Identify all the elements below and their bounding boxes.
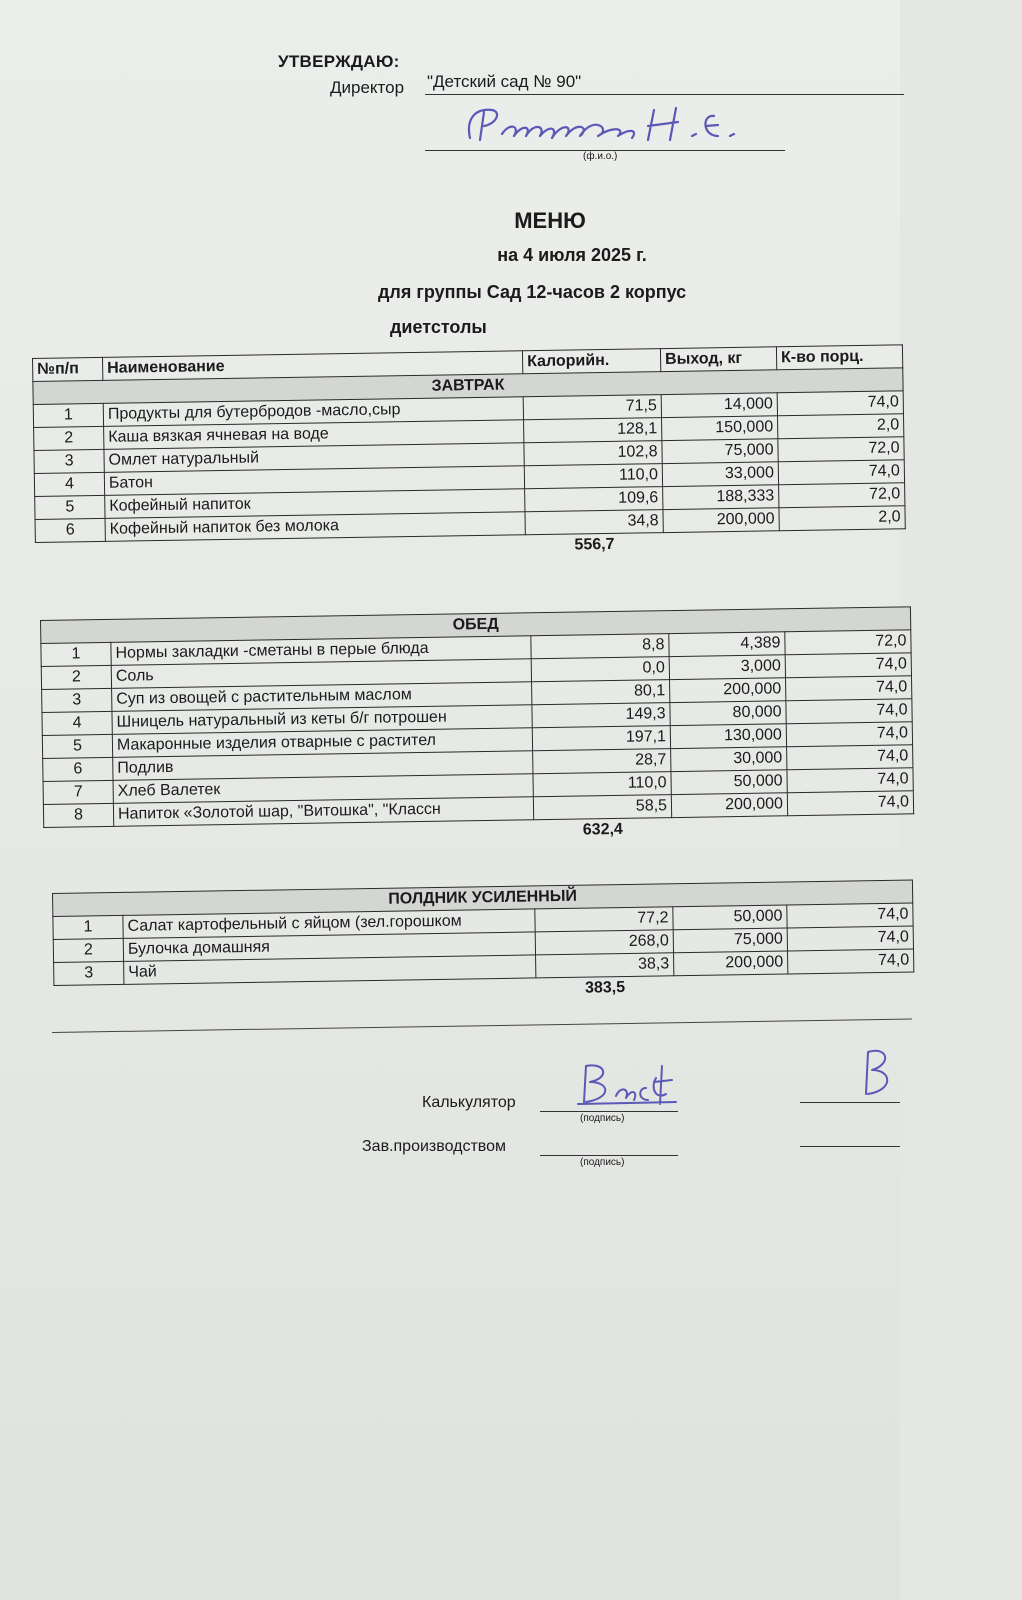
row-number: 3 — [42, 688, 112, 712]
dish-name: Чай — [124, 955, 536, 984]
total-calories: 556,7 — [574, 535, 615, 554]
yield: 75,000 — [673, 928, 787, 953]
col-header: Калорийн. — [522, 349, 660, 374]
dish-name: Батон — [104, 466, 524, 496]
snack-table — [52, 879, 915, 1008]
calories: 268,0 — [535, 930, 673, 955]
row-number: 1 — [41, 642, 111, 666]
calculator-signature-line — [540, 1111, 678, 1112]
calories: 38,3 — [536, 953, 674, 978]
row-number: 3 — [54, 961, 124, 985]
director-signature — [462, 100, 792, 150]
yield: 50,000 — [671, 770, 787, 795]
calculator-label: Калькулятор — [422, 1094, 516, 1111]
dish-name: Напиток «Золотой шар, "Витошка", "Классн — [113, 797, 533, 827]
dish-name: Шницель натуральный из кеты б/г потрошен — [112, 705, 532, 735]
right-signature-line — [800, 1102, 900, 1103]
yield: 3,000 — [669, 655, 785, 680]
dish-name: Подлив — [113, 751, 533, 781]
yield: 200,000 — [670, 678, 786, 703]
yield: 200,000 — [663, 508, 779, 533]
yield: 150,000 — [662, 416, 778, 441]
section-title: ПОЛДНИК УСИЛЕННЫЙ — [53, 880, 913, 917]
calories: 128,1 — [524, 418, 662, 443]
calories: 0,0 — [531, 657, 669, 682]
row-number: 5 — [42, 734, 112, 758]
yield: 4,389 — [669, 632, 785, 657]
total-calories: 383,5 — [584, 979, 626, 997]
row-number: 2 — [41, 665, 111, 689]
col-header: №п/п — [33, 357, 103, 381]
calories: 109,6 — [525, 487, 663, 512]
calories: 80,1 — [532, 680, 670, 705]
section-title: ОБЕД — [41, 607, 911, 644]
separator-line — [52, 1018, 912, 1033]
dish-name: Нормы закладки -сметаны в перые блюда — [111, 636, 531, 666]
lunch-table — [40, 606, 915, 850]
row-number: 6 — [35, 518, 105, 542]
director-label: Директор — [330, 78, 405, 97]
portions: 2,0 — [777, 414, 903, 439]
fio-caption: (ф.и.о.) — [583, 151, 618, 162]
dish-name: Соль — [111, 659, 531, 689]
dish-name: Продукты для бутербродов -масло,сыр — [103, 397, 523, 427]
row-number: 2 — [34, 426, 104, 450]
portions: 74,0 — [787, 768, 913, 793]
yield: 75,000 — [662, 439, 778, 464]
portions: 74,0 — [788, 949, 914, 974]
menu-group: для группы Сад 12-часов 2 корпус — [378, 282, 687, 302]
yield: 33,000 — [662, 462, 778, 487]
calories: 8,8 — [531, 634, 669, 659]
right-signature-fragment — [862, 1040, 900, 1100]
yield: 188,333 — [663, 485, 779, 510]
portions: 74,0 — [787, 926, 913, 951]
portions: 2,0 — [779, 506, 905, 531]
calories: 28,7 — [533, 749, 671, 774]
row-number: 6 — [43, 757, 113, 781]
right-signature-line — [800, 1146, 900, 1147]
yield: 30,000 — [671, 747, 787, 772]
portions: 74,0 — [786, 699, 912, 724]
yield: 130,000 — [670, 724, 786, 749]
portions: 74,0 — [787, 903, 913, 928]
portions: 74,0 — [787, 791, 913, 816]
row-number: 7 — [43, 780, 113, 804]
dish-name: Суп из овощей с растительным маслом — [112, 682, 532, 712]
col-header: Выход, кг — [660, 347, 776, 372]
dish-name: Салат картофельный с яйцом (зел.горошком — [123, 909, 535, 938]
calories: 58,5 — [533, 795, 671, 820]
portions: 72,0 — [779, 483, 905, 508]
row-number: 8 — [43, 803, 113, 827]
dish-name: Омлет натуральный — [104, 443, 524, 473]
dish-name: Хлеб Валетек — [113, 774, 533, 804]
col-header: К-во порц. — [776, 345, 902, 370]
row-number: 4 — [42, 711, 112, 735]
row-number: 4 — [34, 472, 104, 496]
row-number: 1 — [33, 403, 103, 427]
calories: 197,1 — [532, 726, 670, 751]
section-title: ЗАВТРАК — [33, 368, 903, 405]
production-head-label: Зав.производством — [362, 1138, 506, 1155]
menu-title: МЕНЮ — [514, 208, 586, 233]
calories: 149,3 — [532, 703, 670, 728]
portions: 74,0 — [785, 653, 911, 678]
calories: 34,8 — [525, 510, 663, 535]
yield: 14,000 — [661, 393, 777, 418]
production-signature-line — [540, 1155, 678, 1156]
portions: 74,0 — [785, 676, 911, 701]
calculator-signature-caption: (подпись) — [580, 1113, 625, 1124]
menu-subgroup: диетстолы — [390, 317, 487, 337]
portions: 72,0 — [785, 630, 911, 655]
portions: 72,0 — [778, 437, 904, 462]
menu-date: на 4 июля 2025 г. — [497, 245, 647, 265]
yield: 200,000 — [671, 793, 787, 818]
total-calories: 632,4 — [582, 820, 624, 839]
col-header: Наименование — [102, 351, 522, 381]
calories: 77,2 — [535, 907, 673, 932]
yield: 80,000 — [670, 701, 786, 726]
approve-heading: УТВЕРЖДАЮ: — [278, 52, 400, 71]
calories: 110,0 — [524, 464, 662, 489]
yield: 200,000 — [674, 951, 788, 976]
portions: 74,0 — [786, 722, 912, 747]
row-number: 3 — [34, 449, 104, 473]
calculator-signature — [576, 1058, 686, 1110]
portions: 74,0 — [787, 745, 913, 770]
production-signature-caption: (подпись) — [580, 1157, 625, 1168]
row-number: 1 — [53, 915, 123, 939]
dish-name: Булочка домашняя — [123, 932, 535, 961]
breakfast-table — [32, 344, 906, 565]
dish-name: Кофейный напиток — [105, 489, 525, 519]
dish-name: Макаронные изделия отварные с растител — [112, 728, 532, 758]
calories: 71,5 — [523, 395, 661, 420]
row-number: 5 — [35, 495, 105, 519]
portions: 74,0 — [777, 391, 903, 416]
yield: 50,000 — [673, 905, 787, 930]
portions: 74,0 — [778, 460, 904, 485]
director-organization: "Детский сад № 90" — [425, 72, 904, 95]
calories: 110,0 — [533, 772, 671, 797]
row-number: 2 — [53, 938, 123, 962]
dish-name: Кофейный напиток без молока — [105, 512, 525, 542]
dish-name: Каша вязкая ячневая на воде — [104, 420, 524, 450]
calories: 102,8 — [524, 441, 662, 466]
